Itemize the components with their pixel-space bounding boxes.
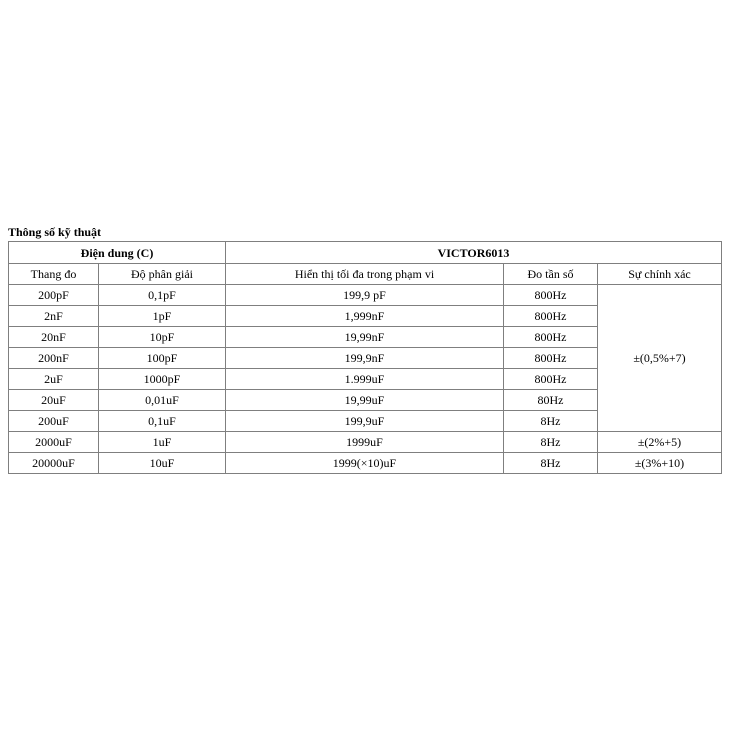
section-title: Thông số kỹ thuật	[8, 225, 102, 239]
column-header-frequency: Đo tần số	[504, 264, 598, 285]
cell-accuracy-group-1: ±(0,5%+7)	[598, 285, 722, 432]
cell-range: 2000uF	[9, 432, 99, 453]
cell-range: 20000uF	[9, 453, 99, 474]
cell-max-display: 199,9 pF	[226, 285, 504, 306]
cell-resolution: 1uF	[99, 432, 226, 453]
table-row	[9, 432, 722, 453]
column-header-resolution: Độ phân giải	[99, 264, 226, 285]
cell-frequency: 8Hz	[504, 432, 598, 453]
cell-frequency: 8Hz	[504, 453, 598, 474]
cell-resolution: 100pF	[99, 348, 226, 369]
header-row-columns	[9, 264, 722, 285]
cell-max-display: 1.999uF	[226, 369, 504, 390]
cell-resolution: 0,1uF	[99, 411, 226, 432]
header-row-group	[9, 242, 722, 264]
cell-frequency: 800Hz	[504, 369, 598, 390]
cell-range: 200uF	[9, 411, 99, 432]
cell-frequency: 800Hz	[504, 348, 598, 369]
column-header-range: Thang đo	[9, 264, 99, 285]
cell-max-display: 199,9nF	[226, 348, 504, 369]
cell-resolution: 10uF	[99, 453, 226, 474]
cell-max-display: 1,999nF	[226, 306, 504, 327]
cell-range: 2nF	[9, 306, 99, 327]
cell-resolution: 10pF	[99, 327, 226, 348]
column-header-accuracy: Sự chính xác	[598, 264, 722, 285]
cell-frequency: 800Hz	[504, 306, 598, 327]
cell-range: 20nF	[9, 327, 99, 348]
cell-range: 200nF	[9, 348, 99, 369]
cell-max-display: 19,99nF	[226, 327, 504, 348]
cell-range: 2uF	[9, 369, 99, 390]
spec-table	[8, 241, 722, 474]
cell-max-display: 1999(×10)uF	[226, 453, 504, 474]
cell-frequency: 800Hz	[504, 327, 598, 348]
header-model: VICTOR6013	[226, 242, 722, 264]
cell-max-display: 19,99uF	[226, 390, 504, 411]
table-row	[9, 453, 722, 474]
cell-max-display: 1999uF	[226, 432, 504, 453]
cell-range: 200pF	[9, 285, 99, 306]
cell-resolution: 0,1pF	[99, 285, 226, 306]
cell-frequency: 800Hz	[504, 285, 598, 306]
cell-max-display: 199,9uF	[226, 411, 504, 432]
header-capacitance: Điện dung (C)	[9, 242, 226, 264]
table-row	[9, 285, 722, 306]
cell-resolution: 1000pF	[99, 369, 226, 390]
cell-resolution: 1pF	[99, 306, 226, 327]
column-header-max-display: Hiển thị tối đa trong phạm vi	[226, 264, 504, 285]
cell-resolution: 0,01uF	[99, 390, 226, 411]
cell-frequency: 80Hz	[504, 390, 598, 411]
cell-range: 20uF	[9, 390, 99, 411]
cell-accuracy-group-2: ±(2%+5)	[598, 432, 722, 453]
cell-accuracy-group-3: ±(3%+10)	[598, 453, 722, 474]
cell-frequency: 8Hz	[504, 411, 598, 432]
